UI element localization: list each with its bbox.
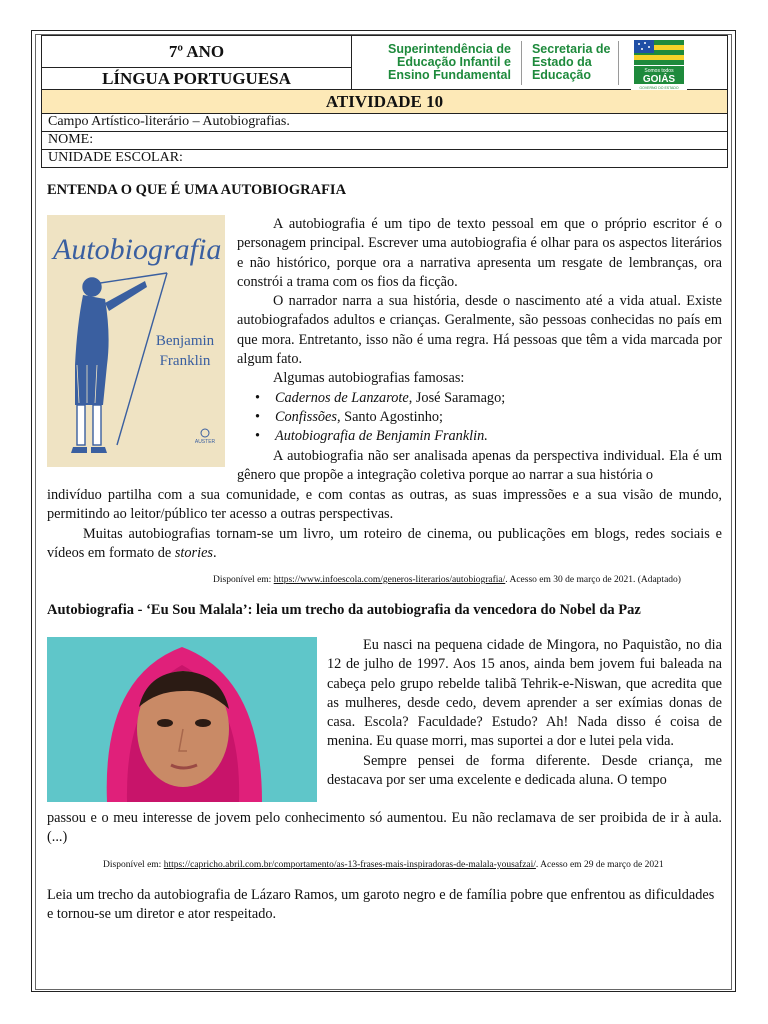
header-top-row xyxy=(41,35,728,90)
list-item-title: Autobiografia de Benjamin Franklin. xyxy=(275,428,488,445)
list-item xyxy=(275,408,722,427)
section1-paragraph-4: A autobiografia não ser analisada apenas da perspectiva individual. Ela é um gênero que propõe a integração coletiva porque ao narrar a sua história o xyxy=(237,447,722,483)
school-field[interactable]: UNIDADE ESCOLAR: xyxy=(41,150,728,168)
section2-paragraph-1: Eu nasci na pequena cidade de Mingora, no Paquistão, no dia 12 de julho de 1997. Aos 15 anos, ainda bem jovem fui baleada na cabeça pelo grupo rebelde talibã Tehrik-e-Niswan, que acredita que as mulheres, desde cedo, devem aprender a ser exímias donas de casa. Escola? Faculdade? Estudo? Ah! Nada disso é coisa de menina. Eu quase morri, mas suportei a dor e lutei pela vida. xyxy=(327,637,722,750)
section2-text-full xyxy=(47,809,722,848)
section1-paragraph-1: A autobiografia é um tipo de texto pessoal em que o próprio escritor é o personagem principal. Escrever uma autobiografia é olhar para os aspectos literários e não histórico, porque ora a narrativa apresenta um resgate de lembranças, ora constrói a trama com os fios da ficção. xyxy=(237,216,722,290)
list-item-title: Cadernos de Lanzarote xyxy=(275,389,409,406)
secretaria-logo xyxy=(532,43,611,82)
famous-autobiographies-list xyxy=(237,389,722,447)
logo-left-line-1: Superintendência de xyxy=(388,42,511,56)
section1-text-right xyxy=(237,215,722,485)
list-item-rest: , José Saramago; xyxy=(408,389,506,406)
header-left-cell xyxy=(42,36,352,89)
grade-label: 7º ANO xyxy=(42,36,351,68)
p5-emphasis: stories xyxy=(174,544,213,561)
section2-text-right xyxy=(327,636,722,790)
logo-left-line-3: Ensino Fundamental xyxy=(388,68,511,82)
section1-paragraph-5 xyxy=(47,525,722,564)
goias-logo xyxy=(631,38,687,88)
section1-title: ENTENDA O QUE É UMA AUTOBIOGRAFIA xyxy=(47,182,347,198)
theme-field: Campo Artístico-literário – Autobiografias. xyxy=(41,114,728,132)
goias-bottom-text: GOVERNO DO ESTADO xyxy=(639,85,680,90)
logo-mid-line-1: Secretaria de xyxy=(531,42,611,56)
source-suffix: . Acesso em 29 de março de 2021 xyxy=(535,860,664,870)
malala-portrait-illustration xyxy=(47,637,317,802)
header-logos xyxy=(352,36,727,89)
source-suffix: . Acesso em 30 de março de 2021. (Adaptado) xyxy=(505,575,681,585)
goias-text: GOIÁS xyxy=(643,73,676,85)
goias-small-text: Somos todos xyxy=(644,67,675,74)
section1-paragraph-2: O narrador narra a sua história, desde o nascimento até a vida atual. Existe autobiografados adultos e crianças. Geralmente, são pessoas conhecidas no país em que mora. Entretanto, isso não é uma regra. Há pessoas que têm a vida marcada por algum fato. xyxy=(237,293,722,368)
goias-flag-icon xyxy=(631,38,687,90)
final-paragraph: Leia um trecho da autobiografia de Lázaro Ramos, um garoto negro e de família pobre que enfrentou as dificuldades e tornou-se um diretor e ator respeitado. xyxy=(47,887,715,923)
section2-title: Autobiografia - ‘Eu Sou Malala’: leia um trecho da autobiografia da vencedora do Nobel da Paz xyxy=(47,602,641,618)
section2-paragraph-2-continued: passou e o meu interesse de jovem pelo conhecimento só aumentou. Eu não reclamava de ser proibida de ir à aula. (...) xyxy=(47,810,722,846)
franklin-book-illustration xyxy=(47,215,225,467)
subject-label: LÍNGUA PORTUGUESA xyxy=(102,68,291,88)
p5-end: . xyxy=(212,544,217,561)
list-item-rest: , Santo Agostinho; xyxy=(336,408,444,425)
p5-text: Muitas autobiografias tornam-se um livro, um roteiro de cinema, ou publicações em blogs, redes sociais e vídeos em formato de xyxy=(47,525,722,561)
source-citation-2 xyxy=(103,859,664,871)
superintendencia-logo xyxy=(388,43,511,82)
book-publisher: AUSTER xyxy=(194,439,216,445)
book-title-text: Autobiografia xyxy=(53,233,222,266)
list-item xyxy=(275,389,722,408)
book-cover-image xyxy=(47,215,225,467)
source-prefix: Disponível em: xyxy=(213,575,274,585)
book-author-first: Benjamin xyxy=(155,333,215,349)
header-table xyxy=(41,35,728,168)
logo-mid-line-2: Estado da xyxy=(531,55,592,69)
source-prefix: Disponível em: xyxy=(103,860,164,870)
name-field[interactable]: NOME: xyxy=(41,132,728,150)
book-author-last: Franklin xyxy=(159,353,211,369)
section1-text-full xyxy=(47,486,722,563)
malala-photo xyxy=(47,637,317,802)
logo-divider-2 xyxy=(618,41,619,85)
list-item-title: Confissões xyxy=(275,408,337,425)
section1-paragraph-4-continued: indivíduo partilha com a sua comunidade, e com contas as outras, as suas impressões e a sua visão de mundo, permitindo ao leitor/público ter acesso a outras perspectivas. xyxy=(47,487,722,523)
source-citation-1 xyxy=(213,574,681,586)
logo-left-line-2: Educação Infantil e xyxy=(397,55,511,69)
activity-title: ATIVIDADE 10 xyxy=(41,90,728,114)
section2-paragraph-2: Sempre pensei de forma diferente. Desde criança, me destacava por ser uma excelente e dedicada aluna. O tempo xyxy=(327,752,722,789)
source-link[interactable]: https://www.infoescola.com/generos-literarios/autobiografia/ xyxy=(273,575,506,585)
list-item xyxy=(275,427,722,446)
logo-divider xyxy=(521,41,522,85)
logo-mid-line-3: Educação xyxy=(531,68,592,82)
source-link[interactable]: https://capricho.abril.com.br/comportamento/as-13-frases-mais-inspiradoras-de-malala-yousafzai/ xyxy=(163,860,536,870)
section1-paragraph-3: Algumas autobiografias famosas: xyxy=(273,370,465,387)
